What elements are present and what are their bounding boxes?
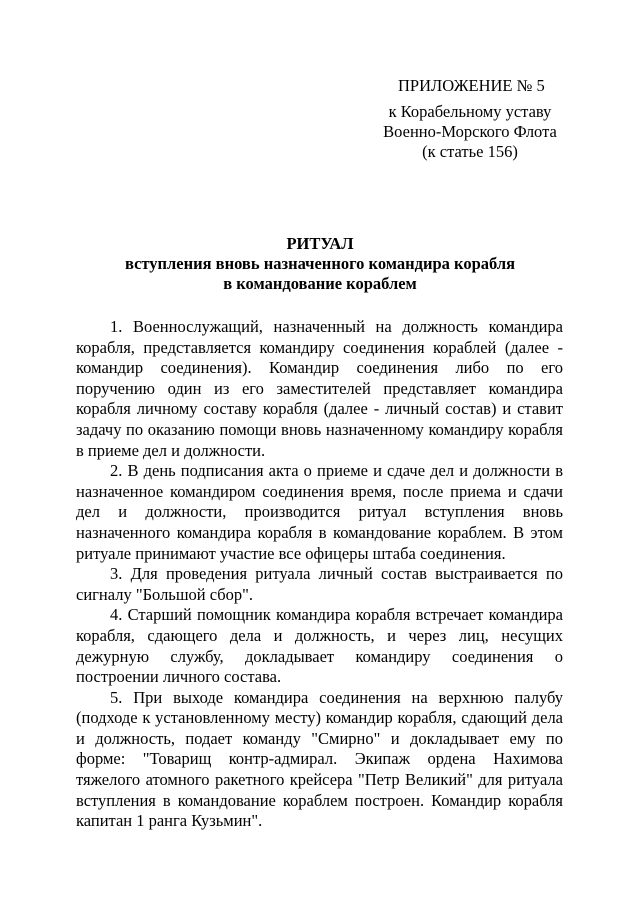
appendix-title: ПРИЛОЖЕНИЕ № 5 xyxy=(398,76,545,95)
appendix-line: Военно-Морского Флота xyxy=(383,122,557,141)
paragraph-3: 3. Для проведения ритуала личный состав выстраивается по сигналу "Большой сбор". xyxy=(76,564,563,604)
appendix-block xyxy=(360,76,580,162)
appendix-line: к Корабельному уставу xyxy=(388,102,552,121)
heading-title: РИТУАЛ xyxy=(286,234,354,253)
appendix-line: (к статье 156) xyxy=(422,142,518,161)
paragraph-2: 2. В день подписания акта о приеме и сдаче дел и должности в назначенное командиром соединения время, после приема и сдачи дел и должности, производится ритуал вступления вновь назначенного командира корабля в командование кораблем. В этом ритуале принимают участие все офицеры штаба соединения. xyxy=(76,461,563,563)
paragraph-1: 1. Военнослужащий, назначенный на должность командира корабля, представляется командиру соединения кораблей (далее - командир соединения). Командир соединения либо по его поручению один из его заместителей представляет командира корабля личному составу корабля (далее - личный состав) и ставит задачу по оказанию помощи вновь назначенному командиру корабля в приеме дел и должности. xyxy=(76,317,563,460)
paragraph-4: 4. Старший помощник командира корабля встречает командира корабля, сдающего дела и должность, и через лиц, несущих дежурную службу, докладывает командиру соединения о построении личного состава. xyxy=(76,605,563,687)
document-heading xyxy=(80,234,560,294)
heading-subtitle-line: в командование кораблем xyxy=(223,274,417,293)
document-body xyxy=(76,317,563,832)
heading-subtitle-line: вступления вновь назначенного командира корабля xyxy=(124,254,516,273)
paragraph-5: 5. При выходе командира соединения на верхнюю палубу (подходе к установленному месту) командир корабля, сдающий дела и должность, подает команду "Смирно" и докладывает ему по форме: "Товарищ контр-адмирал. Экипаж ордена Нахимова тяжелого атомного ракетного крейсера "Петр Великий" для ритуала вступления в командование кораблем построен. Командир корабля капитан 1 ранга Кузьмин". xyxy=(76,687,563,831)
